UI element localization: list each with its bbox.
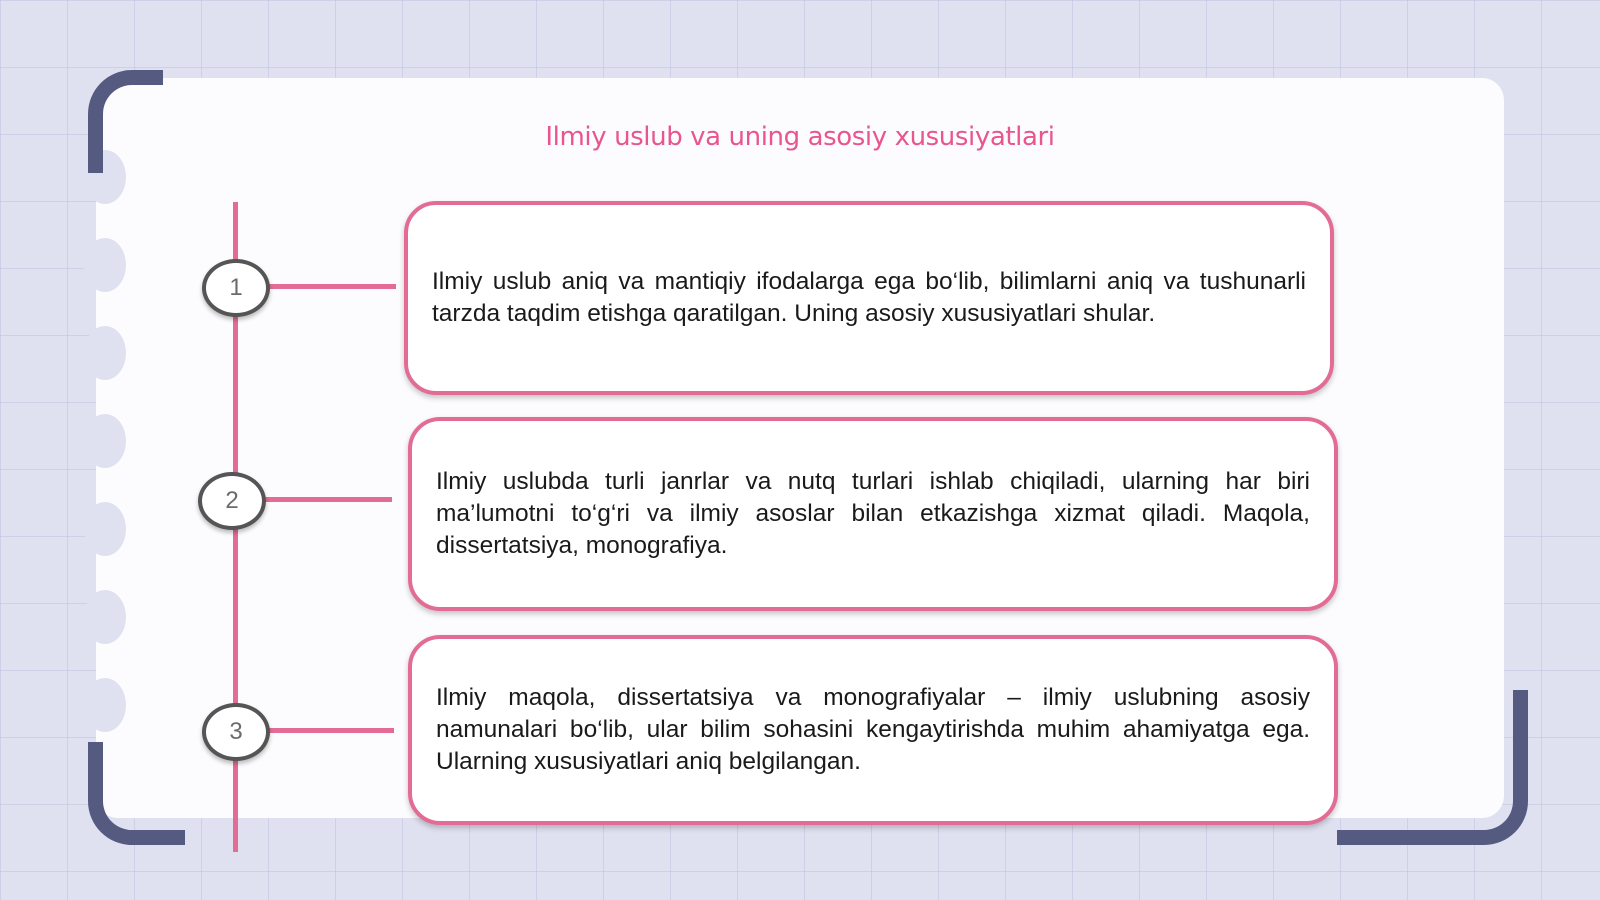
slide-title: Ilmiy uslub va uning asosiy xususiyatlari — [545, 122, 1055, 152]
content-card-1 — [404, 201, 1334, 395]
step-number-2: 2 — [198, 472, 266, 530]
corner-bracket-bottom-right — [1337, 690, 1528, 845]
card-text-2: Ilmiy uslubda turli janrlar va nutq turlari ishlab chiqiladi, ularning har biri ma’lumotni to‘g‘ri va ilmiy asoslar bilan etkazishga xizmat qiladi. Maqola, dissertatsiya, monografiya. — [436, 468, 1310, 559]
step-number-1: 1 — [202, 259, 270, 317]
step-number-3: 3 — [202, 703, 270, 761]
paper-edge-scallop — [84, 326, 126, 380]
content-card-3 — [408, 635, 1338, 825]
paper-edge-scallop — [84, 590, 126, 644]
content-card-2 — [408, 417, 1338, 611]
paper-edge-scallop — [84, 678, 126, 732]
corner-bracket-bottom-left — [88, 742, 185, 845]
timeline-connector-2 — [264, 497, 392, 502]
card-text-3: Ilmiy maqola, dissertatsiya va monografiyalar – ilmiy uslubning asosiy namunalari bo‘lib, ular bilim sohasini kengaytirishda muhim ahamiyatga ega. Ularning xususiyatlari aniq belgilangan. — [436, 684, 1310, 775]
paper-edge-scallop — [84, 238, 126, 292]
timeline-connector-3 — [268, 728, 394, 733]
card-text-1: Ilmiy uslub aniq va mantiqiy ifodalarga ega bo‘lib, bilimlarni aniq va tushunarli tarzda taqdim etishga qaratilgan. Uning asosiy xususiyatlari shular. — [432, 268, 1306, 327]
timeline-connector-1 — [268, 284, 396, 289]
paper-edge-scallop — [84, 502, 126, 556]
paper-edge-scallop — [84, 414, 126, 468]
